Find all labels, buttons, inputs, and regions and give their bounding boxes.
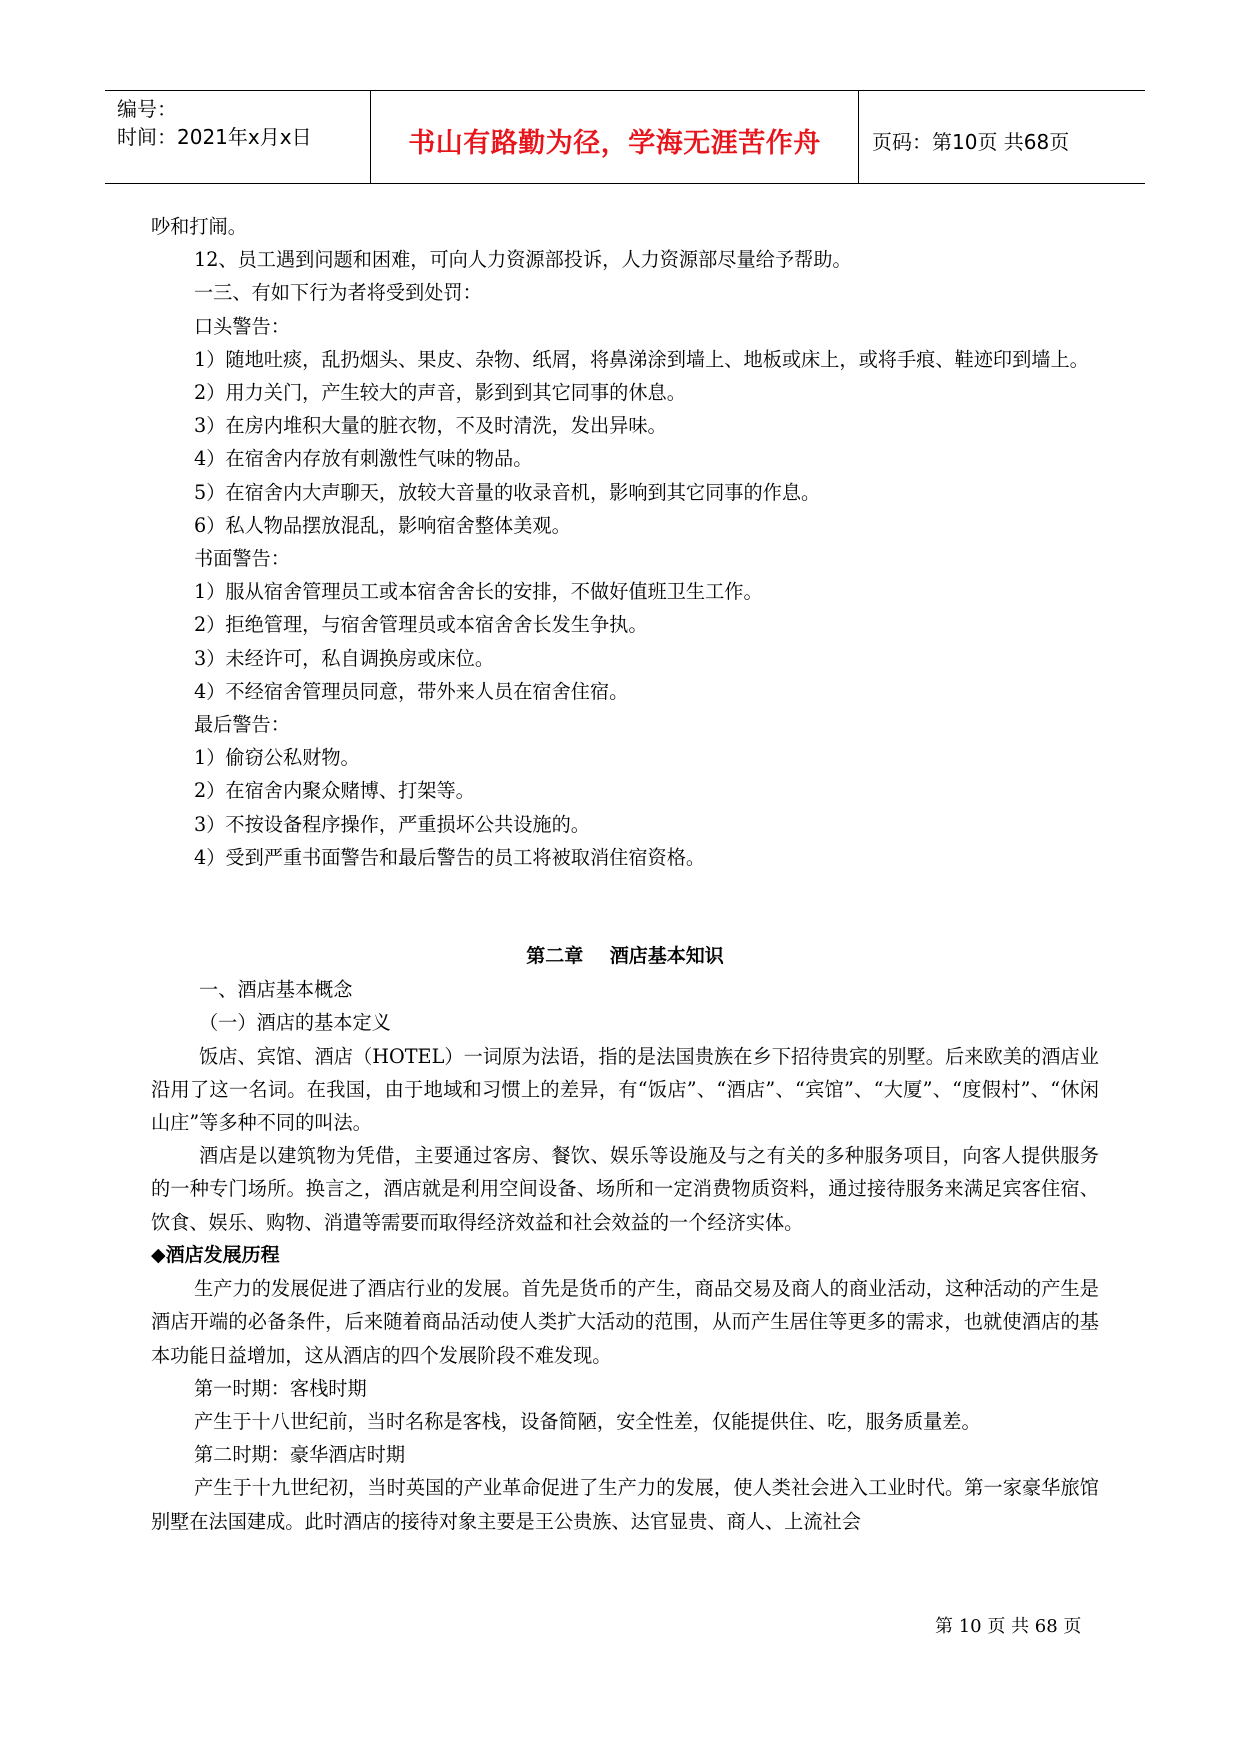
time-label: 时间：2021年x月x日 [117,125,312,149]
period-heading: 第一时期：客栈时期 [194,1376,367,1400]
history-heading: ◆酒店发展历程 [151,1243,280,1266]
list-item: 4）在宿舍内存放有刺激性气味的物品。 [194,447,533,471]
paragraph: 12、员工遇到问题和困难，可向人力资源部投诉，人力资源部尽量给予帮助。 [194,248,852,272]
paragraph: 一三、有如下行为者将受到处罚： [194,281,482,305]
list-item: 2）在宿舍内聚众赌博、打架等。 [194,779,475,803]
paragraph: 生产力的发展促进了酒店行业的发展。首先是货币的产生，商品交易及商人的商业活动，这种活动的产生是酒店开端的必备条件，后来随着商品活动使人类扩大活动的范围，从而产生居住等更多的需求，也就使酒店的基本功能日益增加，这从酒店的四个发展阶段不难发现。 [151,1277,1099,1367]
page-footer: 第 10 页 共 68 页 [935,1616,1082,1637]
list-item: 3）不按设备程序操作，严重损坏公共设施的。 [194,812,590,836]
serial-number-label: 编号： [117,97,177,121]
list-item: 4）不经宿舍管理员同意，带外来人员在宿舍住宿。 [194,679,629,703]
list-item: 1）随地吐痰，乱扔烟头、果皮、杂物、纸屑，将鼻涕涂到墙上、地板或床上，或将手痕、鞋迹印到墙上。 [194,347,1089,371]
paragraph: 吵和打闹。 [151,215,247,238]
list-item: 1）服从宿舍管理员工或本宿舍舍长的安排，不做好值班卫生工作。 [194,580,763,604]
paragraph: 产生于十八世纪前，当时名称是客栈，设备简陋，安全性差，仅能提供住、吃，服务质量差。 [194,1409,981,1433]
list-item: 4）受到严重书面警告和最后警告的员工将被取消住宿资格。 [194,845,706,869]
page-header [105,90,1145,184]
list-item: 5）在宿舍内大声聊天，放较大音量的收录音机，影响到其它同事的作息。 [194,480,821,504]
header-right-cell [860,91,1145,183]
document-body [151,210,1099,1538]
list-item: 3）未经许可，私自调换房或床位。 [194,646,495,670]
header-middle-cell [371,91,859,183]
paragraph: 酒店是以建筑物为凭借，主要通过客房、餐饮、娱乐等设施及与之有关的多种服务项目，向客人提供服务的一种专门场所。换言之，酒店就是利用空间设备、场所和一定消费物质资料，通过接待服务来满足宾客住宿、饮食、娱乐、购物、消遣等需要而取得经济效益和社会效益的一个经济实体。 [151,1144,1099,1234]
paragraph: 饭店、宾馆、酒店（HOTEL）一词原为法语，指的是法国贵族在乡下招待贵宾的别墅。后来欧美的酒店业沿用了这一名词。在我国，由于地域和习惯上的差异，有“饭店”、“酒店”、“宾馆”、“大厦”、“度假村”、“休闲山庄”等多种不同的叫法。 [151,1044,1099,1135]
period-heading: 第二时期：豪华酒店时期 [194,1443,406,1467]
spacer [151,874,1099,940]
header-page-number: 页码：第10页 共68页 [872,130,1070,154]
subsection-heading: （一）酒店的基本定义 [199,1011,391,1035]
paragraph: 产生于十九世纪初，当时英国的产业革命促进了生产力的发展，使人类社会进入工业时代。第一家豪华旅馆别墅在法国建成。此时酒店的接待对象主要是王公贵族、达官显贵、商人、上流社会 [151,1476,1099,1533]
list-item: 1）偷窃公私财物。 [194,746,360,770]
chapter-title: 第二章 酒店基本知识 [526,945,724,968]
oral-warning-title: 口头警告： [194,314,290,338]
section-heading: 一、酒店基本概念 [199,978,353,1002]
list-item: 2）用力关门，产生较大的声音，影到到其它同事的休息。 [194,381,686,405]
header-motto: 书山有路勤为径，学海无涯苦作舟 [408,128,821,159]
list-item: 6）私人物品摆放混乱，影响宿舍整体美观。 [194,513,571,537]
list-item: 3）在房内堆积大量的脏衣物，不及时清洗，发出异味。 [194,414,667,438]
list-item: 2）拒绝管理，与宿舍管理员或本宿舍舍长发生争执。 [194,613,648,637]
written-warning-title: 书面警告： [194,547,290,571]
final-warning-title: 最后警告： [194,713,290,737]
header-left-cell [105,91,371,183]
